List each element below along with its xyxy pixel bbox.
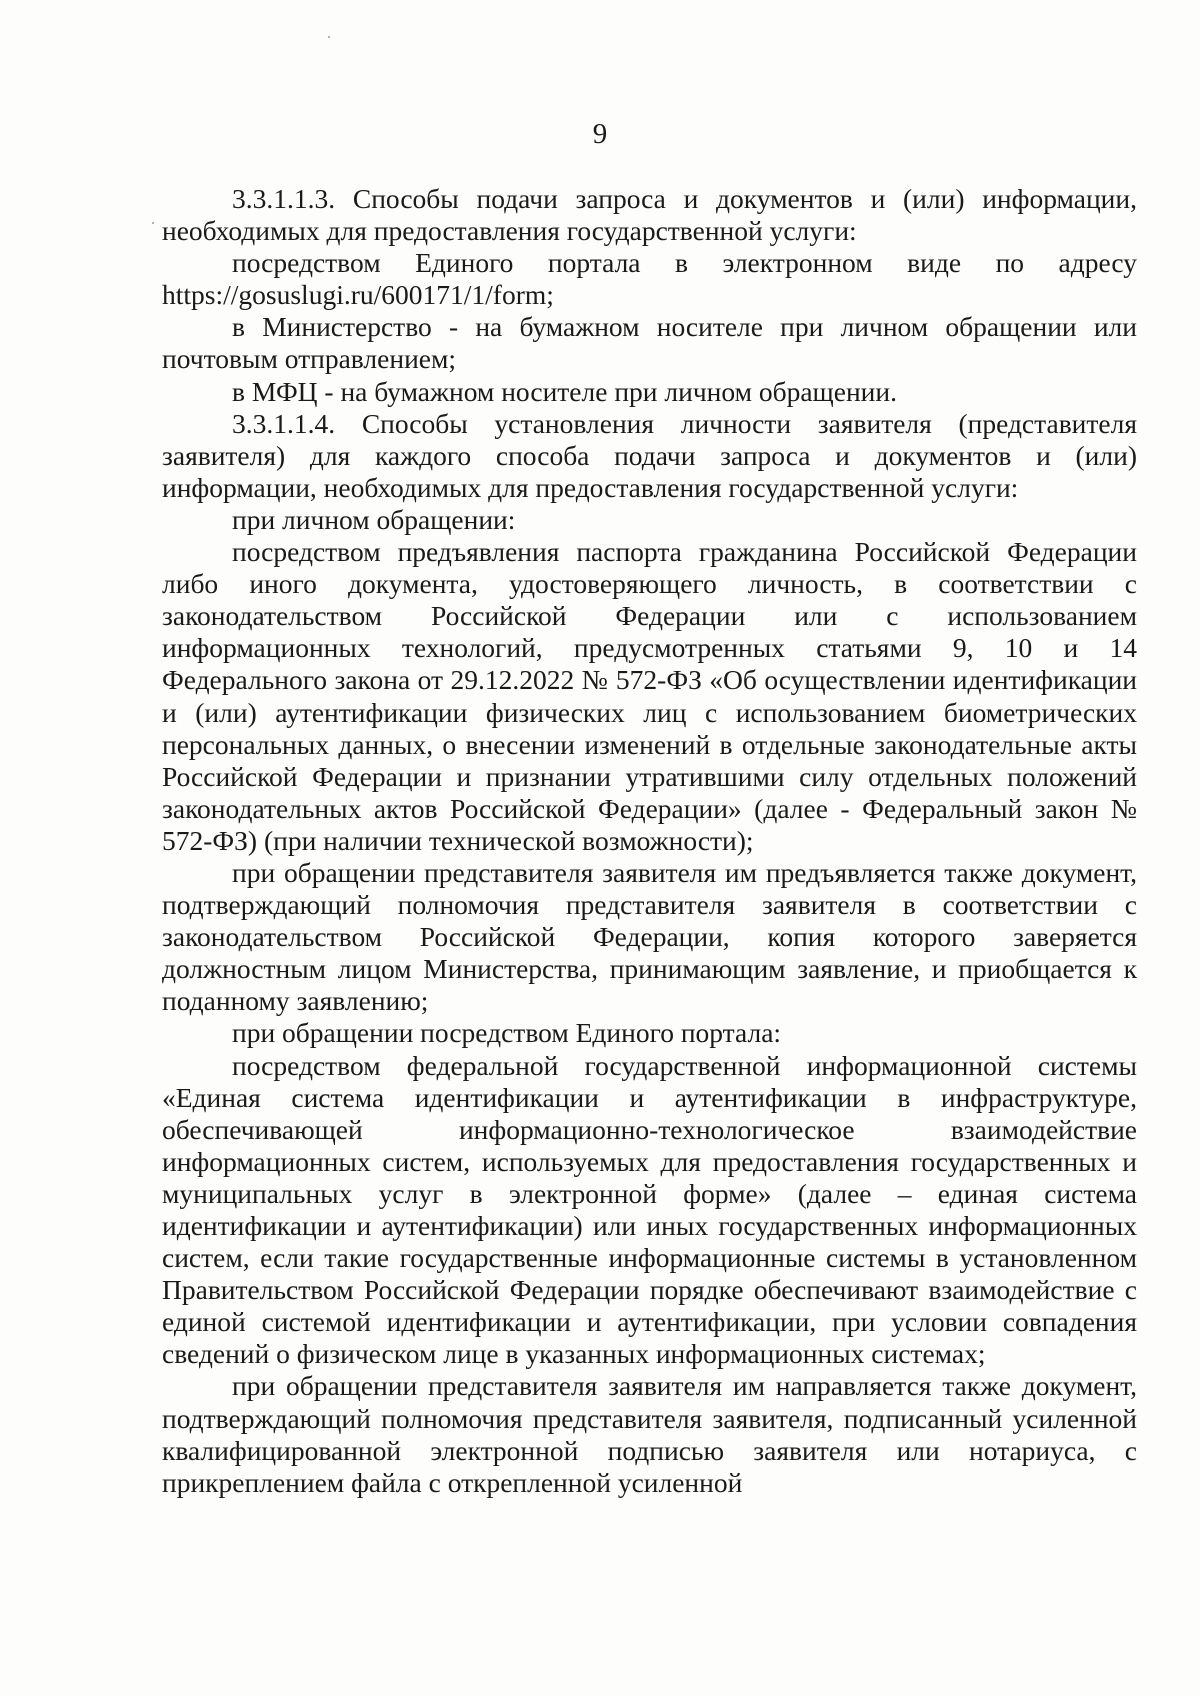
paragraph-ministry: в Министерство - на бумажном носителе при личном обращении или почтовым отправлением; — [162, 311, 1137, 375]
paragraph-mfc: в МФЦ - на бумажном носителе при личном обращении. — [232, 375, 897, 407]
paragraph-personal-visit: при личном обращении: — [232, 503, 516, 535]
scan-speck — [328, 36, 330, 38]
paragraph-esia: посредством федеральной государственной информационной системы «Единая система идентификации и аутентификации в инфраструктуре, обеспечивающей информационно-технологическое взаимодействие информационных систем, используемых для предоставления государственных и муниципальных услуг в электронной форме» (далее – единая система идентификации и аутентификации) или иных государственных информационных систем, если такие государственные информационные системы в установленном Правительством Российской Федерации порядке обеспечивают взаимодействие с единой системой идентификации и аутентификации, при условии совпадения сведений о физическом лице в указанных информационных системах; — [162, 1049, 1137, 1370]
paragraph-3-3-1-1-3: 3.3.1.1.3. Способы подачи запроса и документов и (или) информации, необходимых для предоставления государственной услуги: — [162, 183, 1137, 247]
paragraph-portal-request: при обращении посредством Единого портала: — [232, 1017, 782, 1049]
page-number: 9 — [592, 118, 608, 150]
paragraph-passport: посредством предъявления паспорта гражданина Российской Федерации либо иного документа, удостоверяющего личность, в соответствии с законодательством Российской Федерации или с использованием информационных технологий, предусмотренных статьями 9, 10 и 14 Федерального закона от 29.12.2022 № 572-ФЗ «Об осуществлении идентификации и (или) аутентификации физических лиц с использованием биометрических персональных данных, о внесении изменений в отдельные законодательные акты Российской Федерации и признании утратившими силу отдельных положений законодательных актов Российской Федерации» (далее - Федеральный закон № 572-ФЗ) (при наличии технической возможности); — [162, 536, 1137, 856]
paragraph-representative-signature: при обращении представителя заявителя им направляется также документ, подтверждающий полномочия представителя заявителя, подписанный усиленной квалифицированной электронной подписью заявителя или нотариуса, с прикреплением файла с открепленной усиленной — [162, 1370, 1137, 1498]
paragraph-3-3-1-1-4: 3.3.1.1.4. Способы установления личности заявителя (представителя заявителя) для каждого способа подачи запроса и документов и (или) информации, необходимых для предоставления государственной услуги: — [162, 407, 1137, 503]
scan-speck — [152, 222, 154, 224]
paragraph-portal-address: посредством Единого портала в электронном виде по адресу https://gosuslugi.ru/600171/1/form; — [162, 247, 1137, 311]
document-body — [162, 183, 1137, 1499]
paragraph-representative-document: при обращении представителя заявителя им предъявляется также документ, подтверждающий полномочия представителя заявителя в соответствии с законодательством Российской Федерации, копия которого заверяется должностным лицом Министерства, принимающим заявление, и приобщается к поданному заявлению; — [162, 856, 1137, 1017]
